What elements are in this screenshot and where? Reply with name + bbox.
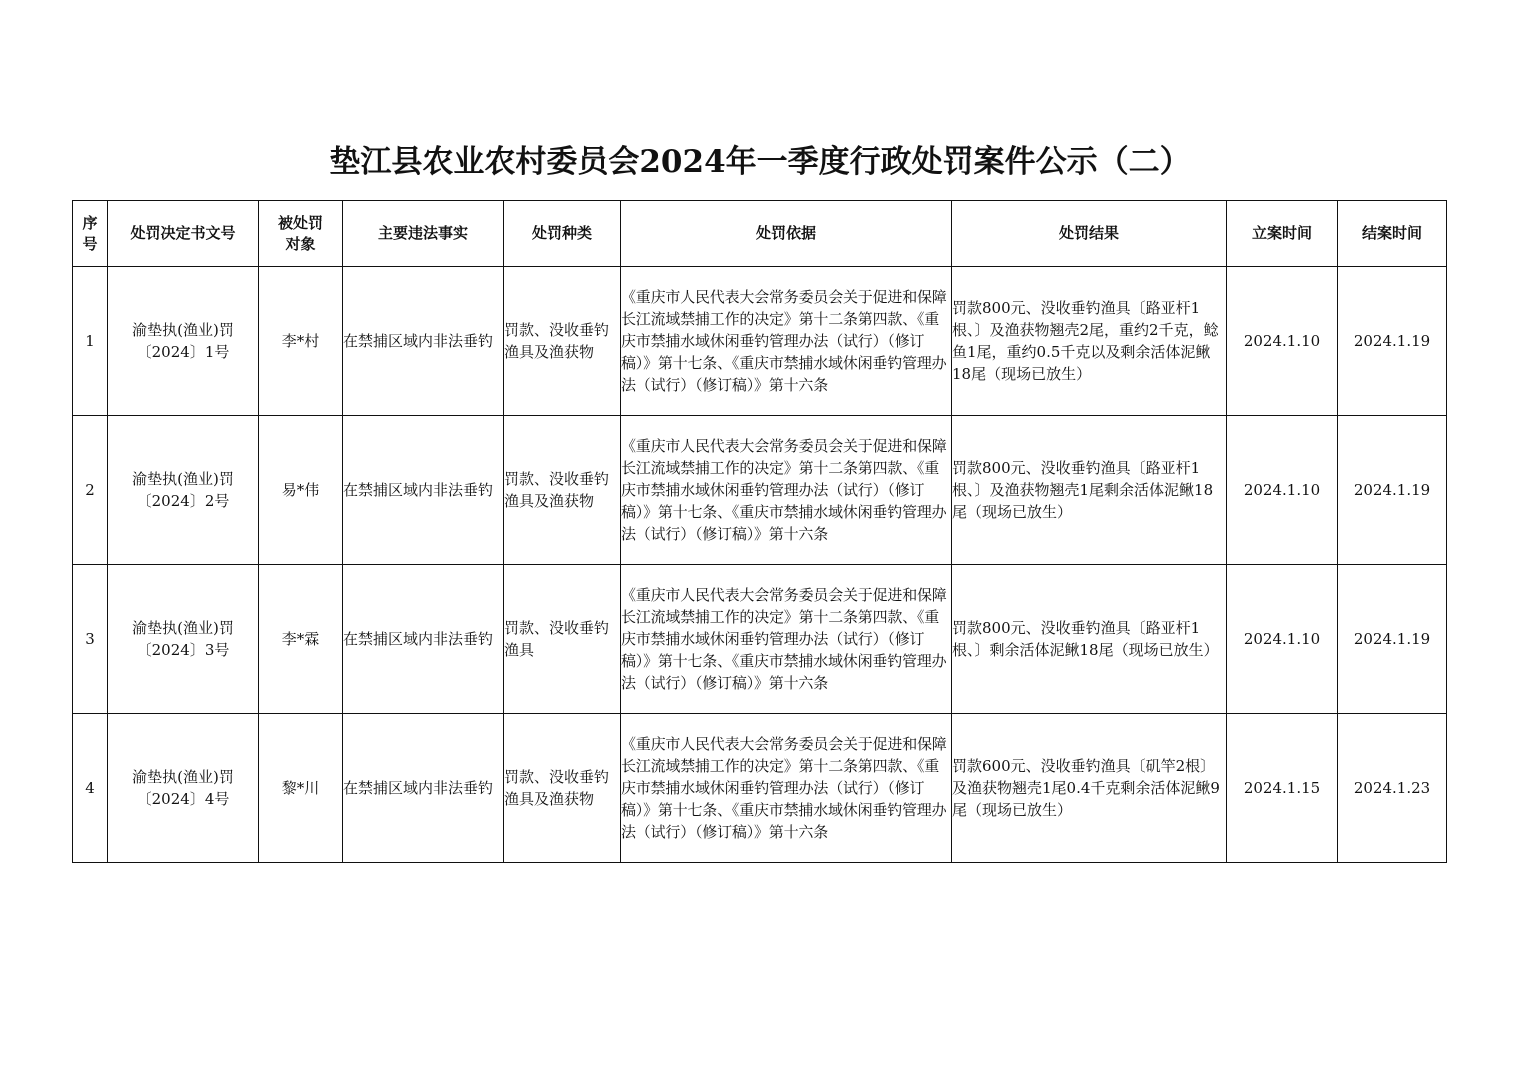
cell-filed: 2024.1.10: [1227, 565, 1338, 714]
cell-closed: 2024.1.23: [1338, 714, 1447, 863]
header-target: 被处罚对象: [259, 201, 343, 267]
cell-doc-no: 渝垫执(渔业)罚〔2024〕4号: [108, 714, 259, 863]
table-header: [73, 201, 1447, 267]
cell-filed: 2024.1.10: [1227, 267, 1338, 416]
header-basis: 处罚依据: [621, 201, 952, 267]
cell-basis: 《重庆市人民代表大会常务委员会关于促进和保障长江流域禁捕工作的决定》第十二条第四款、《重庆市禁捕水域休闲垂钓管理办法（试行）（修订稿）》第十七条、《重庆市禁捕水域休闲垂钓管理办法（试行）（修订稿）》第十六条: [621, 267, 952, 416]
cell-facts: 在禁捕区域内非法垂钓: [343, 714, 504, 863]
cell-type: 罚款、没收垂钓渔具及渔获物: [504, 267, 621, 416]
cell-seq: 1: [73, 267, 108, 416]
cell-result: 罚款800元、没收垂钓渔具〔路亚杆1根、〕剩余活体泥鳅18尾（现场已放生）: [952, 565, 1227, 714]
table-body: [73, 267, 1447, 863]
cell-filed: 2024.1.10: [1227, 416, 1338, 565]
header-row: [73, 201, 1447, 267]
cell-seq: 3: [73, 565, 108, 714]
header-filed: 立案时间: [1227, 201, 1338, 267]
cell-filed: 2024.1.15: [1227, 714, 1338, 863]
cell-doc-no: 渝垫执(渔业)罚〔2024〕3号: [108, 565, 259, 714]
cell-target: 李*村: [259, 267, 343, 416]
header-facts: 主要违法事实: [343, 201, 504, 267]
header-result: 处罚结果: [952, 201, 1227, 267]
cell-facts: 在禁捕区域内非法垂钓: [343, 267, 504, 416]
table-row: [73, 565, 1447, 714]
penalty-cases-table: [72, 200, 1447, 863]
cell-target: 黎*川: [259, 714, 343, 863]
cell-type: 罚款、没收垂钓渔具及渔获物: [504, 416, 621, 565]
cell-type: 罚款、没收垂钓渔具: [504, 565, 621, 714]
table-row: [73, 416, 1447, 565]
header-closed: 结案时间: [1338, 201, 1447, 267]
cell-result: 罚款800元、没收垂钓渔具〔路亚杆1根、〕及渔获物翘壳2尾，重约2千克，鲶鱼1尾，重约0.5千克以及剩余活体泥鳅18尾（现场已放生）: [952, 267, 1227, 416]
cell-basis: 《重庆市人民代表大会常务委员会关于促进和保障长江流域禁捕工作的决定》第十二条第四款、《重庆市禁捕水域休闲垂钓管理办法（试行）（修订稿）》第十七条、《重庆市禁捕水域休闲垂钓管理办法（试行）（修订稿）》第十六条: [621, 416, 952, 565]
cell-facts: 在禁捕区域内非法垂钓: [343, 565, 504, 714]
cell-closed: 2024.1.19: [1338, 267, 1447, 416]
cell-target: 易*伟: [259, 416, 343, 565]
cell-doc-no: 渝垫执(渔业)罚〔2024〕1号: [108, 267, 259, 416]
header-doc-no: 处罚决定书文号: [108, 201, 259, 267]
header-type: 处罚种类: [504, 201, 621, 267]
cell-facts: 在禁捕区域内非法垂钓: [343, 416, 504, 565]
cell-seq: 2: [73, 416, 108, 565]
cell-basis: 《重庆市人民代表大会常务委员会关于促进和保障长江流域禁捕工作的决定》第十二条第四款、《重庆市禁捕水域休闲垂钓管理办法（试行）（修订稿）》第十七条、《重庆市禁捕水域休闲垂钓管理办法（试行）（修订稿）》第十六条: [621, 565, 952, 714]
cell-basis: 《重庆市人民代表大会常务委员会关于促进和保障长江流域禁捕工作的决定》第十二条第四款、《重庆市禁捕水域休闲垂钓管理办法（试行）（修订稿）》第十七条、《重庆市禁捕水域休闲垂钓管理办法（试行）（修订稿）》第十六条: [621, 714, 952, 863]
cell-closed: 2024.1.19: [1338, 565, 1447, 714]
cell-type: 罚款、没收垂钓渔具及渔获物: [504, 714, 621, 863]
cell-doc-no: 渝垫执(渔业)罚〔2024〕2号: [108, 416, 259, 565]
cell-closed: 2024.1.19: [1338, 416, 1447, 565]
header-seq: 序号: [73, 201, 108, 267]
page-title: 垫江县农业农村委员会2024年一季度行政处罚案件公示（二）: [329, 144, 1191, 180]
cell-seq: 4: [73, 714, 108, 863]
cell-result: 罚款800元、没收垂钓渔具〔路亚杆1根、〕及渔获物翘壳1尾剩余活体泥鳅18尾（现场已放生）: [952, 416, 1227, 565]
cell-result: 罚款600元、没收垂钓渔具〔矶竿2根〕及渔获物翘壳1尾0.4千克剩余活体泥鳅9尾（现场已放生）: [952, 714, 1227, 863]
table-row: [73, 267, 1447, 416]
cell-target: 李*霖: [259, 565, 343, 714]
table-row: [73, 714, 1447, 863]
